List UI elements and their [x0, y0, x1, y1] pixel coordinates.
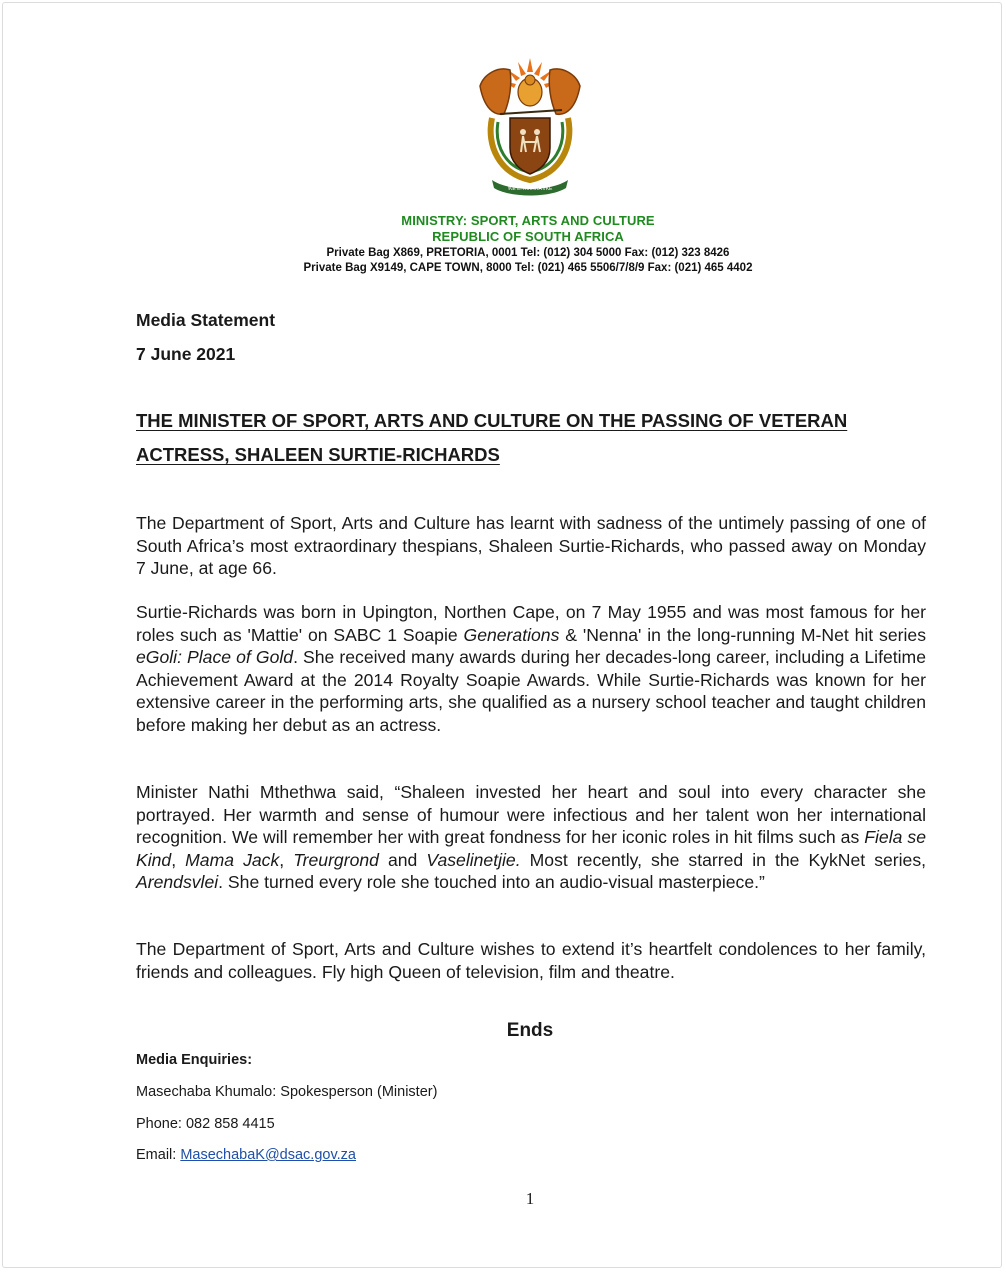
paragraph-3: Minister Nathi Mthethwa said, “Shaleen invested her heart and soul into every character she portrayed. Her warmth and sense of humour were infectious and her talent won her international recognition. We will remember her with great fondness for her iconic roles in hit films such as Fiela se Kind, Mama Jack, Treurgrond and Vaselinetjie. Most recently, she starred in the KykNet series, Arendsvlei. She turned every role she touched into an audio-visual masterpiece.”	[136, 782, 927, 892]
statement-title-line2: ACTRESS, SHALEEN SURTIE-RICHARDS	[136, 444, 500, 465]
page-number: 1	[525, 1189, 535, 1208]
email-link[interactable]: MasechabaK@dsac.gov.za	[180, 1147, 356, 1163]
right-wing-icon	[549, 69, 580, 114]
left-wing-icon	[480, 69, 511, 114]
republic-heading: REPUBLIC OF SOUTH AFRICA	[432, 229, 624, 244]
email-label: Email:	[136, 1147, 181, 1163]
paragraph-2: Surtie-Richards was born in Upington, Northen Cape, on 7 May 1955 and was most famous for her roles such as 'Mattie' on SABC 1 Soapie Generations & 'Nenna' in the long-running M-Net hit series eGoli: Place of Gold. She received many awards during her decades-long career, including a Lifetime Achievement Award at the 2014 Royalty Soapie Awards. While Surtie-Richards was known for her extensive career in the performing arts, she qualified as a nursery school teacher and taught children before making her debut as an actress.	[136, 602, 926, 735]
address-pretoria: Private Bag X869, PRETORIA, 0001 Tel: (012) 304 5000 Fax: (012) 323 8426	[326, 247, 730, 259]
svg-text:!KE E: /XARRA //KE: !KE E: /XARRA //KE	[507, 186, 553, 192]
address-capetown: Private Bag X9149, CAPE TOWN, 8000 Tel: (021) 465 5506/7/8/9 Fax: (021) 465 4402	[303, 262, 753, 274]
paragraph-4: The Department of Sport, Arts and Culture wishes to extend it’s heartfelt condolences to her family, friends and colleagues. Fly high Queen of television, film and theatre.	[136, 939, 926, 982]
shield-icon	[510, 118, 550, 174]
document-type-label: Media Statement	[136, 310, 276, 330]
statement-title-line1: THE MINISTER OF SPORT, ARTS AND CULTURE ON THE PASSING OF VETERAN	[136, 410, 848, 431]
contact-person: Masechaba Khumalo: Spokesperson (Minister)	[136, 1084, 438, 1100]
contact-email-row	[136, 1147, 356, 1163]
ends-marker: Ends	[506, 1020, 554, 1041]
coat-of-arms-logo	[470, 56, 590, 196]
paragraph-1: The Department of Sport, Arts and Culture has learnt with sadness of the untimely passing of one of South Africa’s most extraordinary thespians, Shaleen Surtie-Richards, who passed away on Monday 7 June, at age 66.	[136, 513, 926, 578]
media-enquiries-label: Media Enquiries:	[136, 1052, 253, 1068]
document-date: 7 June 2021	[136, 344, 236, 364]
ministry-heading: MINISTRY: SPORT, ARTS AND CULTURE	[401, 213, 655, 228]
contact-phone: Phone: 082 858 4415	[136, 1116, 275, 1132]
